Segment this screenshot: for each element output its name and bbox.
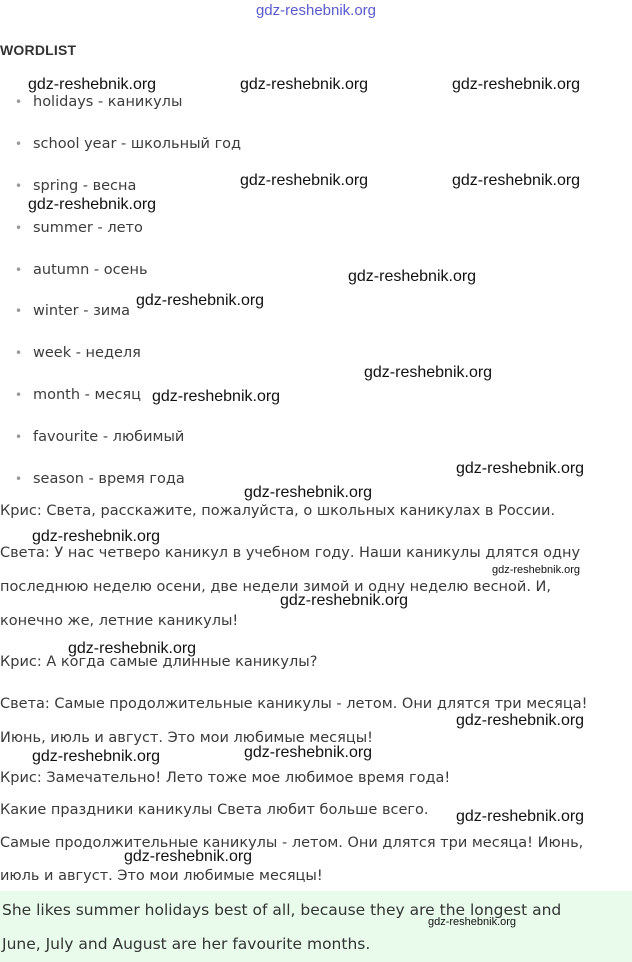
bullet-icon: • bbox=[15, 346, 23, 360]
dialogue-line: Крис: Света, расскажите, пожалуйста, о школьных каникулах в России. bbox=[0, 503, 556, 519]
answer-line: She likes summer holidays best of all, because they are the longest and bbox=[2, 901, 562, 919]
watermark: gdz-reshebnik.org bbox=[152, 388, 281, 405]
answer-line: June, July and August are her favourite months. bbox=[2, 935, 371, 953]
dialogue-line: июль и август. Это мои любимые месяцы! bbox=[0, 868, 323, 884]
watermark: gdz-reshebnik.org bbox=[68, 640, 197, 657]
watermark: gdz-reshebnik.org bbox=[240, 76, 369, 93]
word-entry: spring - весна bbox=[33, 178, 137, 194]
word-entry: week - неделя bbox=[33, 345, 141, 361]
watermark: gdz-reshebnik.org bbox=[452, 172, 581, 189]
watermark: gdz-reshebnik.org bbox=[456, 460, 585, 477]
watermark: gdz-reshebnik.org bbox=[28, 196, 157, 213]
bullet-icon: • bbox=[15, 430, 23, 444]
dialogue-line: Крис: А когда самые длинные каникулы? bbox=[0, 654, 318, 670]
bullet-icon: • bbox=[15, 137, 23, 151]
dialogue-line: Света: Самые продолжительные каникулы - летом. Они длятся три месяца! bbox=[0, 696, 588, 712]
watermark: gdz-reshebnik.org bbox=[428, 916, 517, 928]
dialogue-line: Света: У нас четверо каникул в учебном году. Наши каникулы длятся одну bbox=[0, 545, 581, 561]
answer-box bbox=[0, 891, 632, 962]
watermark: gdz-reshebnik.org bbox=[456, 808, 585, 825]
watermark: gdz-reshebnik.org bbox=[280, 592, 409, 609]
site-header-link[interactable]: gdz-reshebnik.org bbox=[255, 2, 377, 19]
wordlist-title: WORDLIST bbox=[0, 42, 77, 58]
bullet-icon: • bbox=[15, 179, 23, 193]
watermark: gdz-reshebnik.org bbox=[240, 172, 369, 189]
watermark: gdz-reshebnik.org bbox=[364, 364, 493, 381]
dialogue-line: Июнь, июль и август. Это мои любимые месяцы! bbox=[0, 730, 373, 746]
word-entry: favourite - любимый bbox=[33, 429, 185, 445]
word-entry: winter - зима bbox=[33, 303, 131, 319]
watermark: gdz-reshebnik.org bbox=[452, 76, 581, 93]
watermark: gdz-reshebnik.org bbox=[244, 484, 373, 501]
word-entry: month - месяц bbox=[33, 387, 141, 403]
watermark: gdz-reshebnik.org bbox=[28, 76, 157, 93]
bullet-icon: • bbox=[15, 221, 23, 235]
bullet-icon: • bbox=[15, 95, 23, 109]
watermark: gdz-reshebnik.org bbox=[136, 292, 265, 309]
dialogue-line: последнюю неделю осени, две недели зимой и одну неделю весной. И, bbox=[0, 579, 551, 595]
watermark: gdz-reshebnik.org bbox=[124, 848, 253, 865]
dialogue-line: Крис: Замечательно! Лето тоже мое любимое время года! bbox=[0, 770, 451, 786]
word-entry: school year - школьный год bbox=[33, 136, 242, 152]
watermark: gdz-reshebnik.org bbox=[32, 528, 161, 545]
word-entry: autumn - осень bbox=[33, 262, 148, 278]
bullet-icon: • bbox=[15, 388, 23, 402]
word-entry: holidays - каникулы bbox=[33, 94, 183, 110]
bullet-icon: • bbox=[15, 304, 23, 318]
word-entry: summer - лето bbox=[33, 220, 143, 236]
dialogue-line: Какие праздники каникулы Света любит больше всего. bbox=[0, 802, 429, 818]
dialogue-line: конечно же, летние каникулы! bbox=[0, 613, 239, 629]
bullet-icon: • bbox=[15, 472, 23, 486]
watermark: gdz-reshebnik.org bbox=[32, 748, 161, 765]
watermark: gdz-reshebnik.org bbox=[348, 268, 477, 285]
watermark: gdz-reshebnik.org bbox=[492, 564, 581, 576]
watermark: gdz-reshebnik.org bbox=[244, 744, 373, 761]
dialogue-line: Самые продолжительные каникулы - летом. Они длятся три месяца! Июнь, bbox=[0, 835, 584, 851]
watermark: gdz-reshebnik.org bbox=[456, 712, 585, 729]
bullet-icon: • bbox=[15, 263, 23, 277]
word-entry: season - время года bbox=[33, 471, 185, 487]
